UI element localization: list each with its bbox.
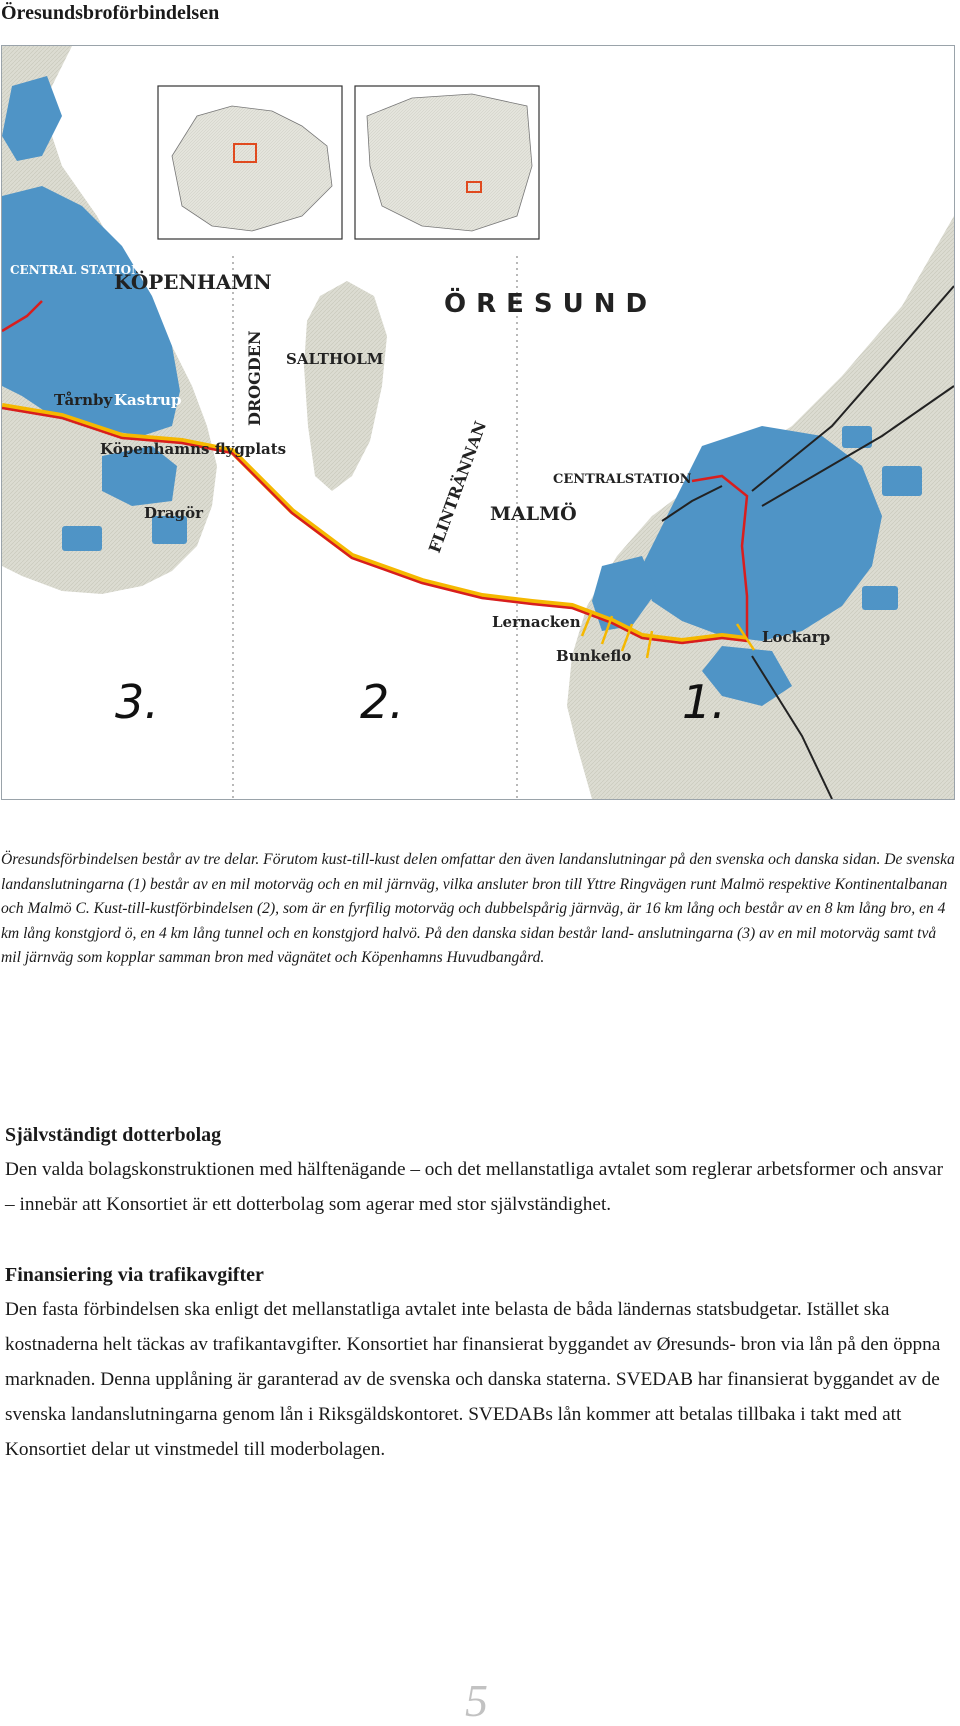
section-body: Den fasta förbindelsen ska enligt det mellanstatliga avtalet inte belasta de båda ländernas statsbudgetar. Istället ska kostnaderna helt täckas av trafikantavgifter. Konsortiet har finansierat byggandet av Øresunds- bron via lån på den öppna marknaden. Denna upplåning är garanterad av de svenska och danska staterna. SVEDAB har finansierat byggandet av de svenska landanslutningarna genom lån i Riksgäldskontoret. SVEDABs lån kommer att betalas tillbaka i takt med att Konsortiet delar ut vinstmedel till moderbolagen. (5, 1299, 941, 1460)
label-oresund: ÖRESUND (444, 289, 658, 319)
label-section-1: 1. (682, 675, 726, 729)
europe-locator-map (158, 86, 342, 239)
label-malmo: MALMÖ (490, 503, 577, 525)
label-section-3: 3. (115, 675, 159, 729)
label-centralstation-right: CENTRALSTATION (553, 472, 692, 487)
section-heading: Självständigt dotterbolag (5, 1124, 222, 1146)
label-flintrannan: FLINTRÄNNAN (424, 418, 491, 556)
label-bunkeflo: Bunkeflo (556, 647, 632, 665)
map-caption: Öresundsförbindelsen består av tre delar. Förutom kust-till-kust delen omfattar den även landanslutningar på den svenska och danska sidan. De svenska landanslutningarna (1) består av en mil motorväg och en mil järnväg, vilka ansluter bron till Yttre Ringvägen runt Malmö respektive Kontinentalbanan och Malmö C. Kust-till-kustförbindelsen (2), som är en fyrfilig motorväg och dubbelspårig järnväg, är 16 km lång och består av en 8 km lång bro, en 4 km lång konstgjord ö, en 4 km lång tunnel och en konstgjord halvö. På den danska sidan består land- anslutningarna (3) av en mil motorväg samt två mil järnväg som kopplar samman bron med vägnätet och Köpenhamns Huvudbangård. (1, 851, 955, 966)
label-kastrup: Kastrup (114, 391, 182, 409)
label-dragor: Dragör (144, 504, 204, 522)
label-central-station-left: CENTRAL STATION (10, 263, 143, 277)
label-copenhagen: KÖPENHAMN (114, 270, 272, 294)
label-saltholm: SALTHOLM (286, 350, 384, 368)
page-number: 5 (465, 1675, 488, 1726)
oresund-map (1, 45, 955, 800)
label-lockarp: Lockarp (762, 628, 831, 646)
label-tarnby: Tårnby (54, 391, 113, 409)
page-title: Öresundsbroförbindelsen (1, 2, 220, 24)
denmark-sweden-locator-map (355, 86, 539, 239)
section-financing (5, 1258, 955, 1467)
section-subsidiary (5, 1118, 955, 1222)
label-section-2: 2. (360, 675, 404, 729)
section-body: Den valda bolagskonstruktionen med hälftenägande – och det mellanstatliga avtalet som reglerar arbetsformer och ansvar – innebär att Konsortiet är ett dotterbolag som agerar med stor självständighet. (5, 1159, 944, 1215)
label-airport: Köpenhamns flygplats (100, 440, 287, 458)
label-drogden: DROGDEN (245, 330, 264, 426)
section-heading: Finansiering via trafikavgifter (5, 1264, 264, 1286)
label-lernacken: Lernacken (492, 613, 581, 631)
